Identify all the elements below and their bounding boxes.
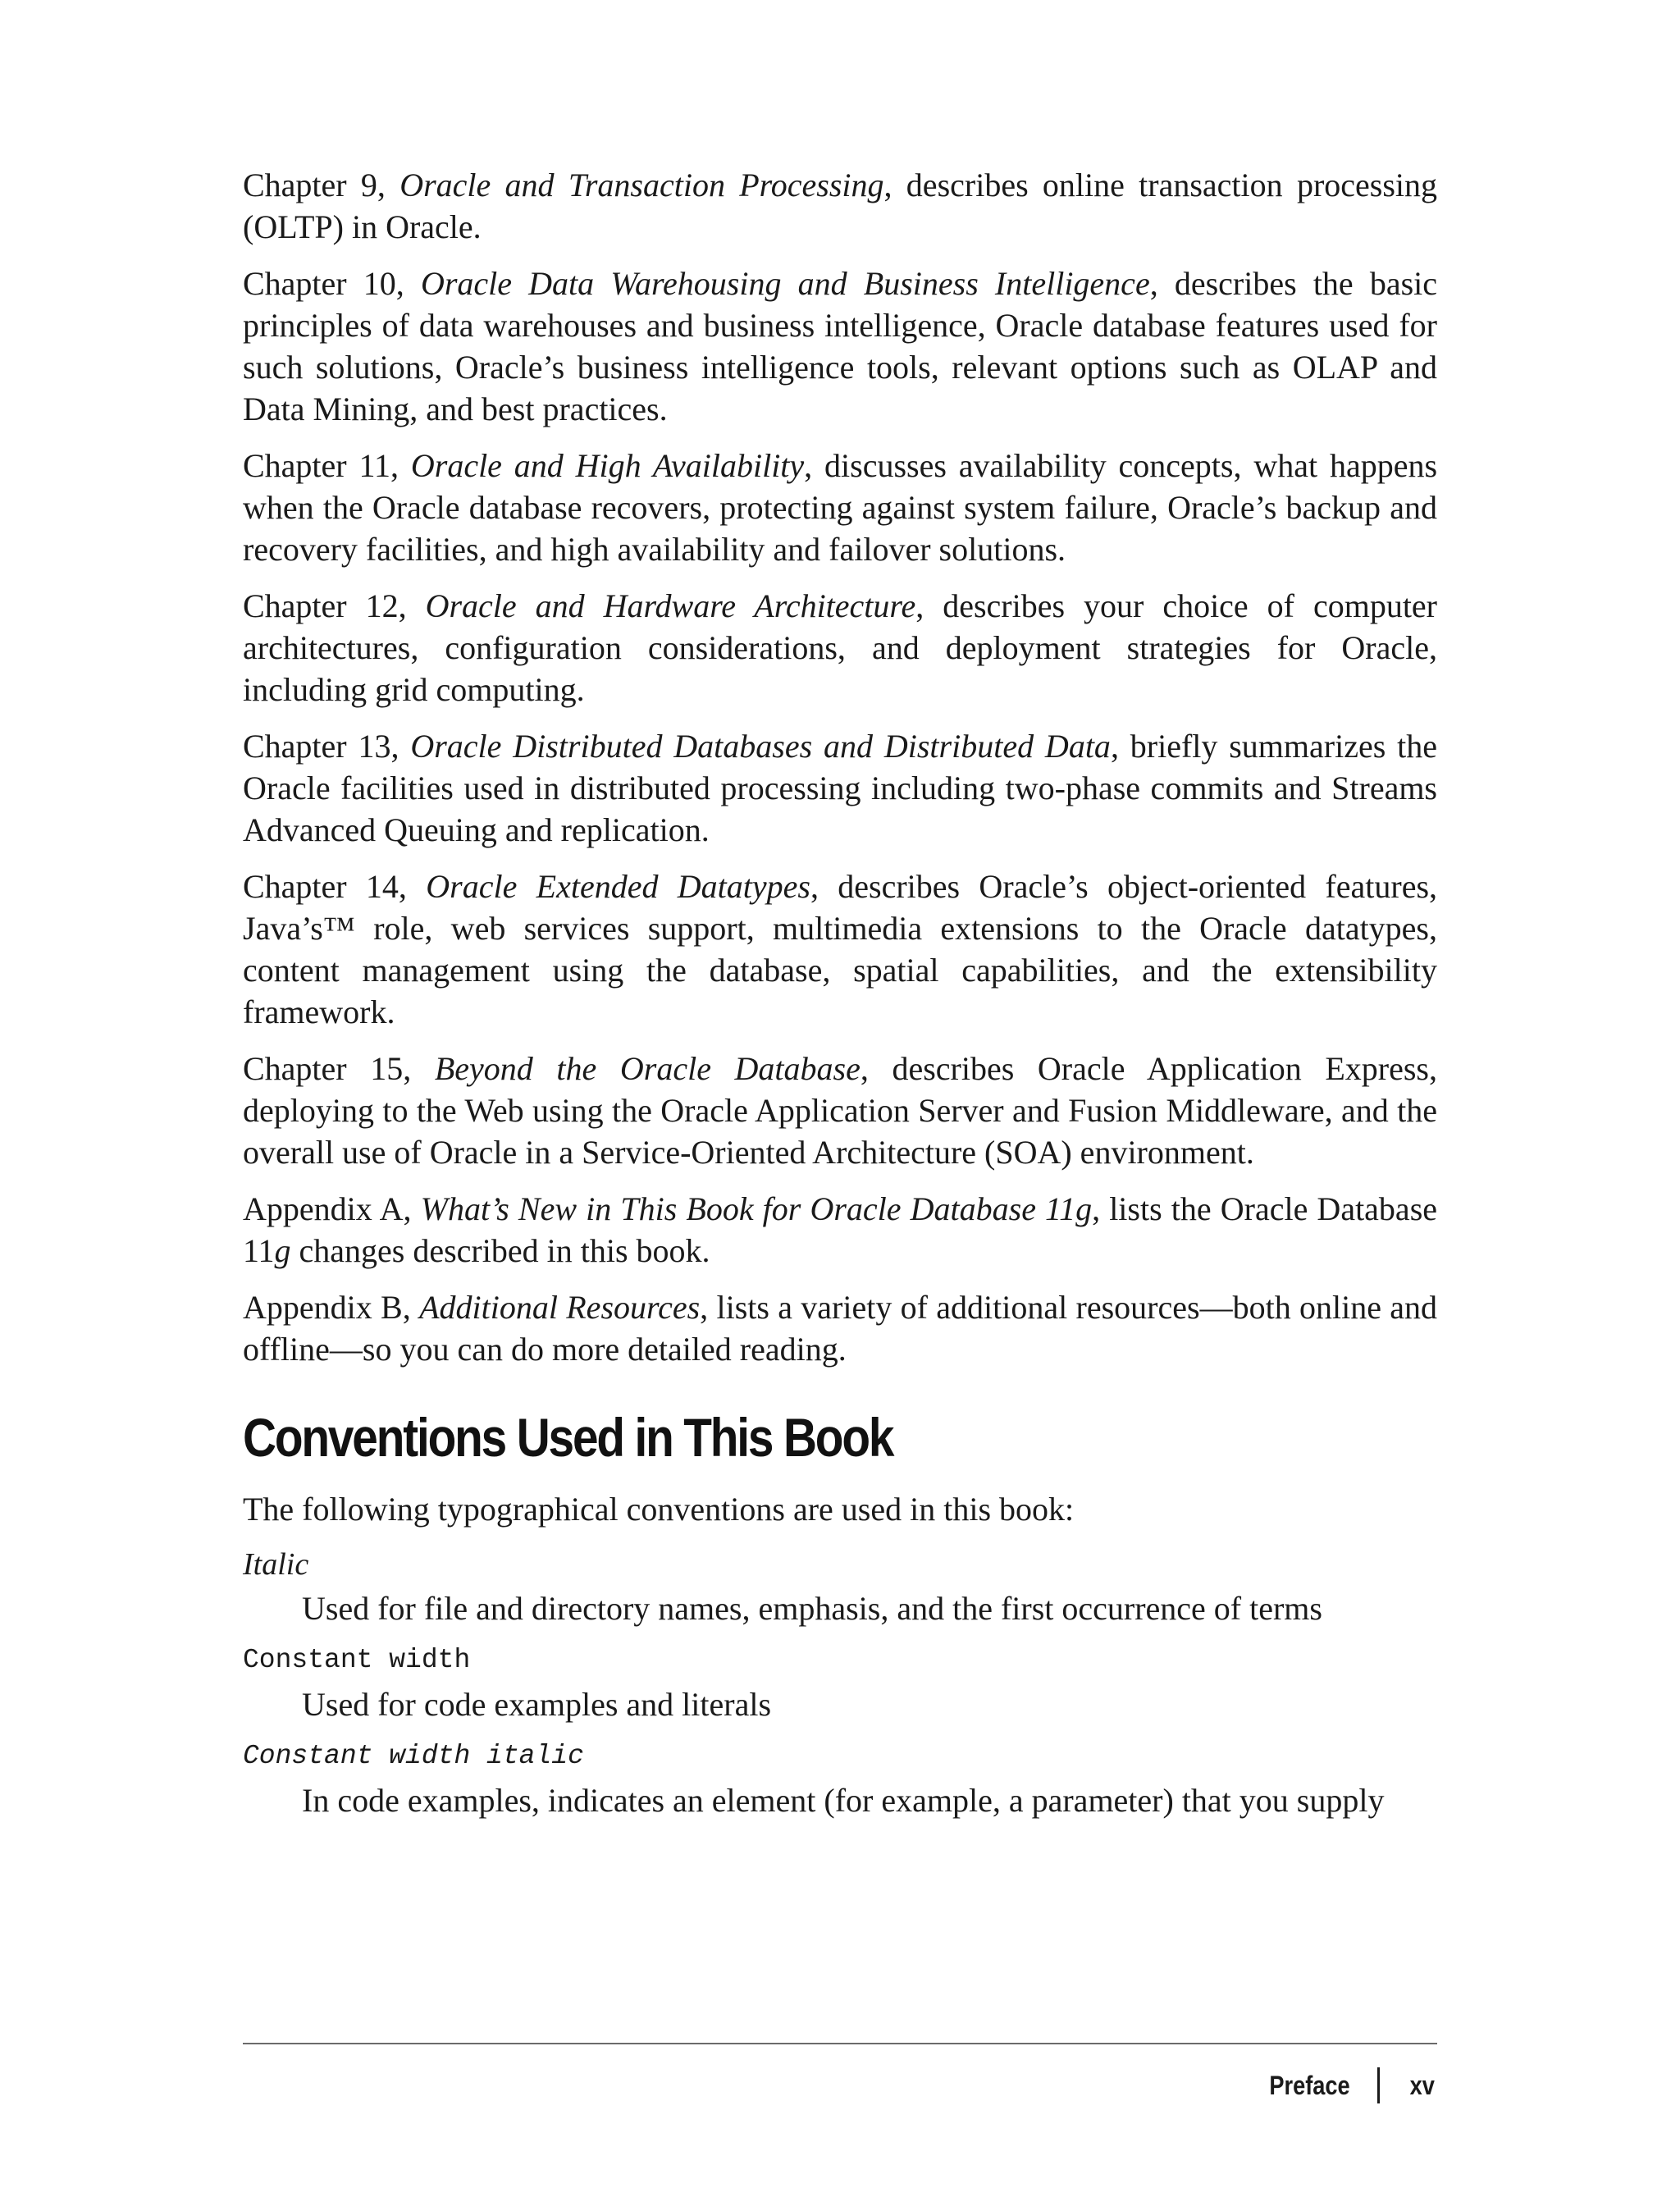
convention-term-constant-width-italic: Constant width italic — [243, 1741, 584, 1771]
chapter-title: Oracle Extended Datatypes — [426, 868, 810, 905]
page-number: xv — [1410, 2070, 1436, 2100]
conventions-intro: The following typographical conventions are used in this book: — [243, 1491, 1075, 1528]
footer-divider — [243, 2043, 1437, 2044]
section-heading: Conventions Used in This Book — [243, 1407, 893, 1468]
chapter-15-summary: Chapter 15, Beyond the Oracle Database, describes Oracle Application Express, deploying to the Web using the Oracle Application Server and Fusion Middleware, and the overall use of Oracle in a Service-Oriented Architecture (SOA) environment. — [243, 1050, 1437, 1171]
chapter-10-summary: Chapter 10, Oracle Data Warehousing and Business Intelligence, describes the basic principles of data warehouses and business intelligence, Oracle database features used for such solutions, Oracle’s business intelligence tools, relevant options such as OLAP and Data Mining, and best practices. — [243, 265, 1438, 427]
convention-term-constant-width: Constant width — [243, 1645, 471, 1675]
chapter-9-summary: Chapter 9, Oracle and Transaction Processing, describes online transaction processing (OLTP) in Oracle. — [243, 167, 1438, 245]
chapter-14-summary: Chapter 14, Oracle Extended Datatypes, describes Oracle’s object-oriented features, Java’s™ role, web services support, multimedia extensions to the Oracle datatypes, content management using the database, spatial capabilities, and the extensibility framework. — [243, 868, 1438, 1030]
convention-term-italic: Italic — [243, 1547, 309, 1582]
appendix-title: Additional Resources — [419, 1289, 701, 1326]
chapter-title: Oracle and Hardware Architecture — [425, 587, 916, 624]
footer-section-label: Preface — [1269, 2070, 1350, 2100]
page-content — [243, 164, 1437, 1833]
convention-desc: In code examples, indicates an element (for example, a parameter) that you supply — [302, 1782, 1385, 1819]
appendix-a-summary: Appendix A, What’s New in This Book for Oracle Database 11g, lists the Oracle Database 11g changes described in this book. — [243, 1190, 1438, 1269]
page-footer — [1255, 2067, 1437, 2103]
chapter-11-summary: Chapter 11, Oracle and High Availability, discusses availability concepts, what happens when the Oracle database recovers, protecting against system failure, Oracle’s backup and recovery facilities, and high availability and failover solutions. — [243, 447, 1438, 568]
appendix-title: What’s New in This Book for Oracle Database 11g — [420, 1190, 1093, 1227]
conventions-list — [243, 1545, 1437, 1821]
chapter-title: Beyond the Oracle Database — [434, 1050, 861, 1087]
chapter-title: Oracle Data Warehousing and Business Intelligence — [420, 265, 1150, 302]
appendix-b-summary: Appendix B, Additional Resources, lists a variety of additional resources—both online and offline—so you can do more detailed reading. — [243, 1289, 1438, 1368]
footer-separator — [1377, 2067, 1380, 2103]
chapter-title: Oracle Distributed Databases and Distributed Data — [410, 728, 1111, 765]
convention-desc: Used for file and directory names, emphasis, and the first occurrence of terms — [302, 1590, 1322, 1627]
chapter-title: Oracle and Transaction Processing — [399, 167, 884, 203]
convention-desc: Used for code examples and literals — [302, 1686, 772, 1723]
chapter-title: Oracle and High Availability — [410, 447, 805, 484]
chapter-13-summary: Chapter 13, Oracle Distributed Databases and Distributed Data, briefly summarizes the Oracle facilities used in distributed processing including two-phase commits and Streams Advanced Queuing and replication. — [243, 728, 1438, 848]
chapter-12-summary: Chapter 12, Oracle and Hardware Architecture, describes your choice of computer architectures, configuration considerations, and deployment strategies for Oracle, including grid computing. — [243, 587, 1438, 708]
